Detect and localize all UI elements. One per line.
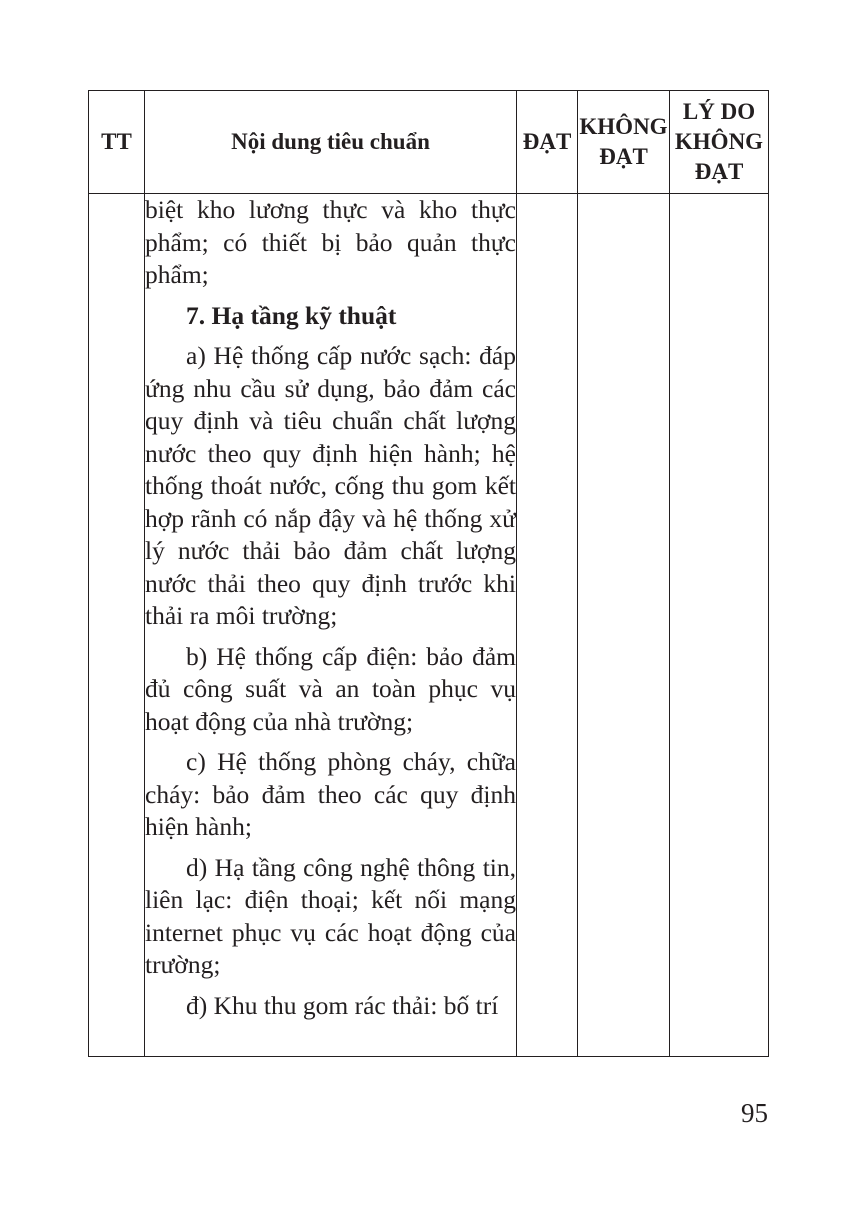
tt-cell bbox=[89, 194, 145, 1057]
dat-cell bbox=[517, 194, 578, 1057]
header-dat: ĐẠT bbox=[517, 91, 578, 194]
header-khong-dat bbox=[578, 91, 670, 194]
header-content: Nội dung tiêu chuẩn bbox=[145, 91, 517, 194]
header-khong-dat-line-1: KHÔNG bbox=[579, 114, 668, 139]
header-tt: TT bbox=[89, 91, 145, 194]
ly-do-cell bbox=[670, 194, 769, 1057]
criteria-table bbox=[88, 90, 769, 1057]
header-ly-do-line-3: ĐẠT bbox=[694, 159, 744, 184]
content-paragraph: d) Hạ tầng công nghệ thông tin, liên lạc: điện thoại; kết nối mạng internet phục vụ các hoạt động của trường; bbox=[145, 852, 516, 979]
content-paragraph: đ) Khu thu gom rác thải: bố trí bbox=[186, 990, 499, 1020]
header-ly-do-line-2: KHÔNG bbox=[674, 129, 764, 154]
header-ly-do-line-1: LÝ DO bbox=[682, 99, 756, 124]
content-cell bbox=[145, 194, 517, 1057]
content-paragraph: c) Hệ thống phòng cháy, chữa cháy: bảo đảm theo các quy định hiện hành; bbox=[145, 747, 516, 841]
section-heading: 7. Hạ tầng kỹ thuật bbox=[186, 300, 397, 330]
content-row bbox=[89, 194, 769, 1057]
content-paragraph: a) Hệ thống cấp nước sạch: đáp ứng nhu cầu sử dụng, bảo đảm các quy định và tiêu chuẩn chất lượng nước theo quy định hiện hành; hệ thống thoát nước, cống thu gom kết hợp rãnh có nắp đậy và hệ thống xử lý nước thải bảo đảm chất lượng nước thải theo quy định trước khi thải ra môi trường; bbox=[145, 341, 516, 630]
header-row bbox=[89, 91, 769, 194]
page-number: 95 bbox=[741, 1098, 768, 1128]
content-paragraph: b) Hệ thống cấp điện: bảo đảm đủ công suất và an toàn phục vụ hoạt động của nhà trường; bbox=[145, 641, 516, 736]
content-paragraph: biệt kho lương thực và kho thực phẩm; có thiết bị bảo quản thực phẩm; bbox=[145, 195, 516, 289]
khong-dat-cell bbox=[578, 194, 670, 1057]
header-ly-do bbox=[670, 91, 769, 194]
header-khong-dat-line-2: ĐẠT bbox=[599, 144, 648, 169]
